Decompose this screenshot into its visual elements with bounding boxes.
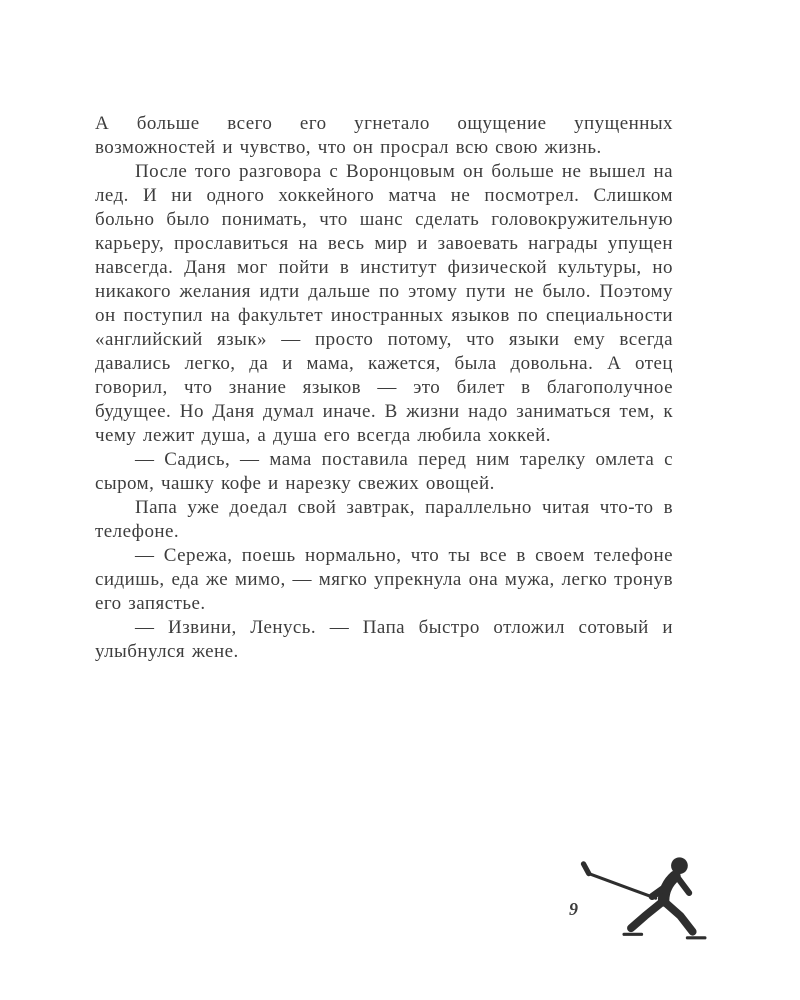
hockey-player-icon (580, 852, 712, 948)
text-block (95, 112, 673, 664)
page-footer (569, 852, 712, 948)
paragraph: — Извини, Ленусь. — Папа быстро отложил сотовый и улыбнулся жене. (95, 617, 673, 662)
paragraph: А больше всего его угнетало ощущение упущенных возможностей и чувство, что он просрал всю свою жизнь. (95, 113, 673, 158)
page-number: 9 (569, 899, 578, 919)
paragraph: — Садись, — мама поставила перед ним тарелку омлета с сыром, чашку кофе и нарезку свежих овощей. (95, 449, 673, 494)
paragraph: — Сережа, поешь нормально, что ты все в своем телефоне сидишь, еда же мимо, — мягко упрекнула она мужа, легко тронув его запястье. (95, 545, 673, 614)
paragraph: Папа уже доедал свой завтрак, параллельно читая что-то в телефоне. (95, 497, 673, 542)
paragraph: После того разговора с Воронцовым он больше не вышел на лед. И ни одного хоккейного матча не посмотрел. Слишком больно было понимать, что шанс сделать головокружительную карьеру, прославиться на весь мир и завоевать награды упущен навсегда. Даня мог пойти в институт физической культуры, но никакого желания идти дальше по этому пути не было. Поэтому он поступил на факультет иностранных языков по специальности «английский язык» — просто потому, что языки ему всегда давались легко, да и мама, кажется, была довольна. А отец говорил, что знание языков — это билет в благополучное будущее. Но Даня думал иначе. В жизни надо заниматься тем, к чему лежит душа, а душа его всегда любила хоккей. (95, 161, 673, 446)
